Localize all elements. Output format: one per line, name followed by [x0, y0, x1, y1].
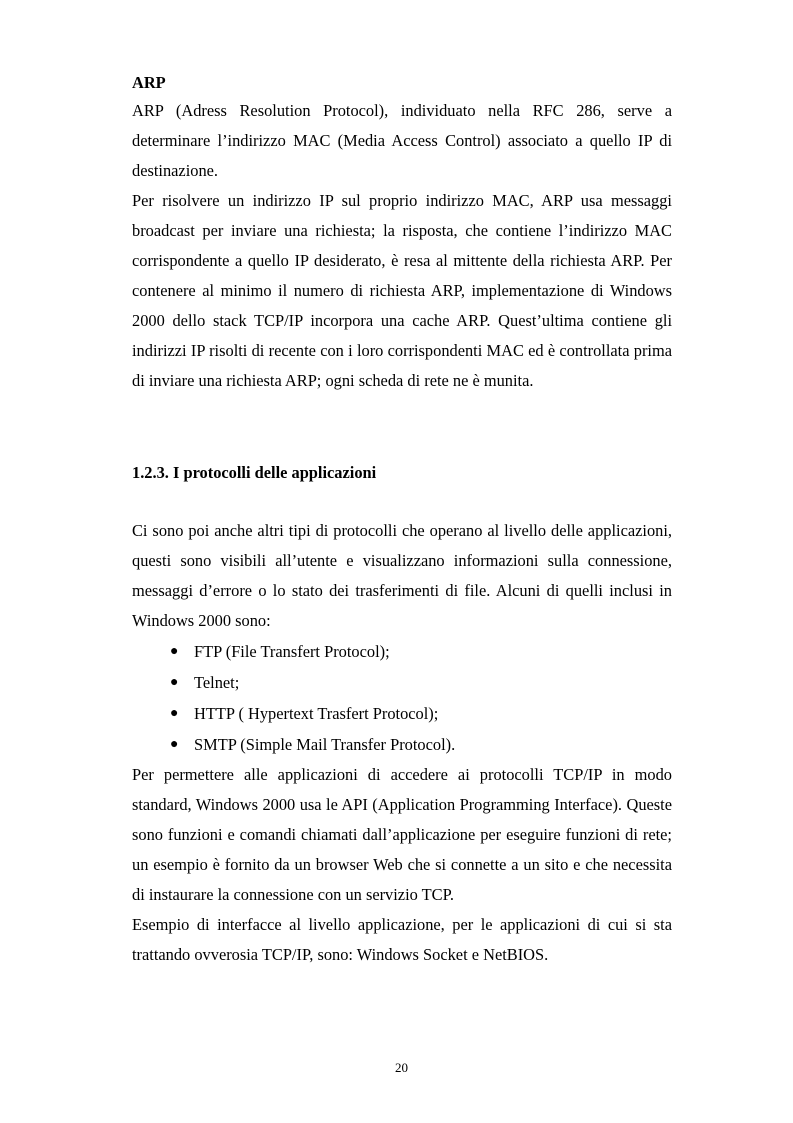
- list-item-text: SMTP (Simple Mail Transfer Protocol).: [194, 735, 456, 754]
- list-item: [132, 636, 672, 667]
- arp-paragraph-2: Per risolvere un indirizzo IP sul proprio indirizzo MAC, ARP usa messaggi broadcast per inviare una richiesta; la risposta, che contiene l’indirizzo MAC corrispondente a quello IP desiderato, è resa al mittente della richiesta ARP. Per contenere al minimo il numero di richiesta ARP, implementazione di Windows 2000 dello stack TCP/IP incorpora una cache ARP. Quest’ultima contiene gli indirizzi IP risolti di recente con i loro corrispondenti MAC ed è controllata prima di inviare una richiesta ARP; ogni scheda di rete ne è munita.: [132, 191, 672, 390]
- page-number: 20: [395, 1060, 408, 1075]
- list-item: [132, 667, 672, 698]
- application-protocols-section: [132, 516, 672, 970]
- api-paragraph: Per permettere alle applicazioni di accedere ai protocolli TCP/IP in modo standard, Windows 2000 usa le API (Application Programming Interface). Queste sono funzioni e comandi chiamati dall’applicazione per eseguire funzioni di rete; un esempio è fornito da un browser Web che si connette a un sito e che necessita di instaurare la connessione con un servizio TCP.: [132, 765, 672, 904]
- bullet-icon: ●: [170, 737, 179, 752]
- section-heading: 1.2.3. I protocolli delle applicazioni: [132, 463, 377, 482]
- arp-heading: ARP: [132, 73, 166, 92]
- list-item-text: HTTP ( Hypertext Trasfert Protocol);: [194, 704, 439, 723]
- list-item: [132, 729, 672, 760]
- section-intro-paragraph: Ci sono poi anche altri tipi di protocolli che operano al livello delle applicazioni, questi sono visibili all’utente e visualizzano informazioni sulla connessione, messaggi d’errore o lo stato dei trasferimenti di file. Alcuni di quelli inclusi in Windows 2000 sono:: [132, 521, 672, 630]
- arp-section: [132, 70, 672, 396]
- list-item-text: FTP (File Transfert Protocol);: [194, 642, 390, 661]
- bullet-icon: ●: [170, 675, 179, 690]
- interfaces-paragraph: Esempio di interfacce al livello applicazione, per le applicazioni di cui si sta trattando ovverosia TCP/IP, sono: Windows Socket e NetBIOS.: [132, 915, 672, 964]
- bullet-icon: ●: [170, 706, 179, 721]
- list-item: [132, 698, 672, 729]
- protocol-list: [132, 636, 672, 760]
- list-item-text: Telnet;: [194, 673, 240, 692]
- bullet-icon: ●: [170, 644, 179, 659]
- arp-paragraph-1: ARP (Adress Resolution Protocol), individuato nella RFC 286, serve a determinare l’indirizzo MAC (Media Access Control) associato a quello IP di destinazione.: [132, 101, 672, 180]
